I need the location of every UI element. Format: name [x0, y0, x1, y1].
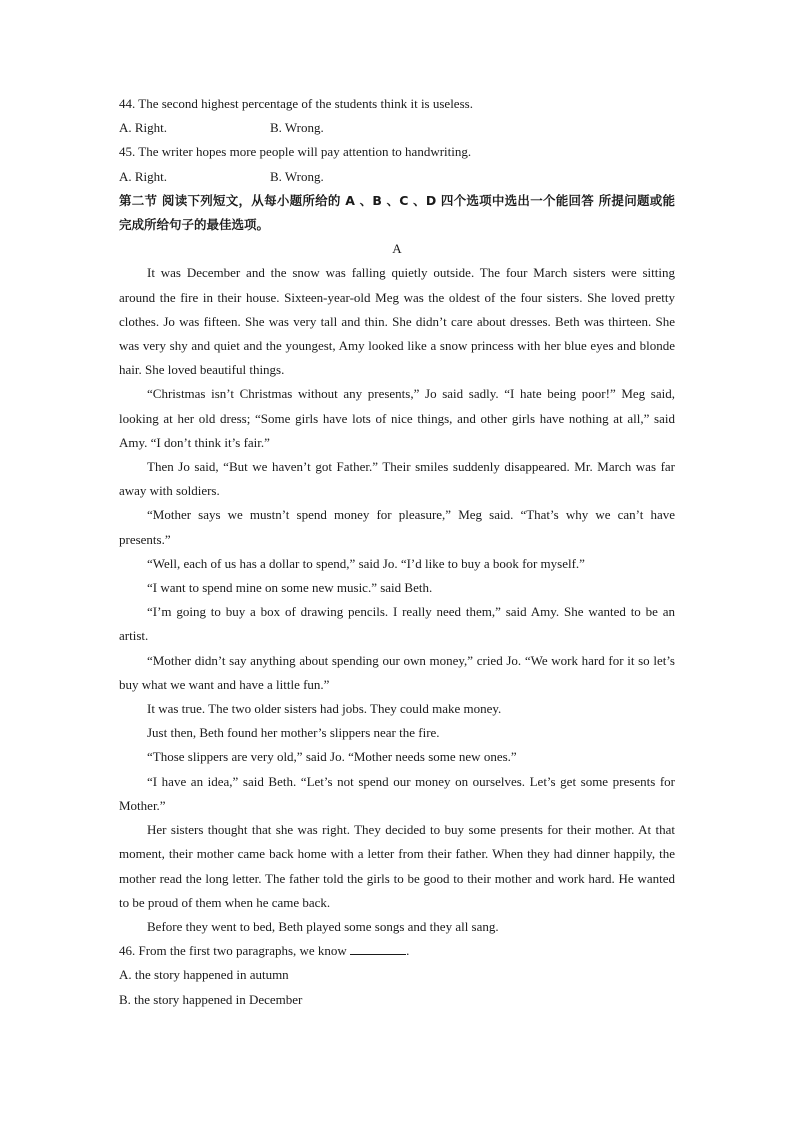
passage-paragraph: “I want to spend mine on some new music.” said Beth.: [147, 580, 433, 596]
question-45-option-a: A. Right.: [119, 168, 168, 184]
question-44-options: [119, 116, 675, 140]
passage-paragraph: “I’m going to buy a box of drawing pencils. I really need them,” said Amy. She wanted to be an artist.: [119, 604, 675, 644]
passage-paragraph: “Those slippers are very old,” said Jo. “Mother needs some new ones.”: [147, 749, 517, 765]
question-46-option-a: A. the story happened in autumn: [119, 967, 289, 983]
passage-paragraph: It was December and the snow was falling quietly outside. The four March sisters were sitting around the fire in their house. Sixteen-year-old Meg was the oldest of the four sisters. She loved pretty clothes. Jo was fifteen. She was very tall and thin. She didn’t care about dresses. Beth was thirteen. She was very shy and quiet and the youngest, Amy looked like a snow princess with her blue eyes and blonde hair. She loved beautiful things.: [119, 265, 675, 378]
section-instruction: 第二节 阅读下列短文，从每小题所给的 A 、B 、C 、D 四个选项中选出一个能回答 所提问题或能完成所给句子的最佳选项。: [119, 192, 675, 233]
question-45-option-b: B. Wrong.: [270, 168, 324, 184]
answer-blank[interactable]: [350, 942, 406, 955]
passage-paragraph: “Mother says we mustn’t spend money for pleasure,” Meg said. “That’s why we can’t have presents.”: [119, 507, 675, 547]
passage-paragraph: Then Jo said, “But we haven’t got Father.” Their smiles suddenly disappeared. Mr. March was far away with soldiers.: [119, 459, 675, 499]
question-46-stem: [119, 939, 675, 963]
question-44-stem: 44. The second highest percentage of the students think it is useless.: [119, 96, 473, 111]
question-46-option-b: B. the story happened in December: [119, 991, 303, 1007]
passage-paragraph: “I have an idea,” said Beth. “Let’s not spend our money on ourselves. Let’s get some presents for Mother.”: [119, 773, 675, 813]
question-46-stem-end: .: [406, 943, 410, 959]
passage-paragraph: Before they went to bed, Beth played some songs and they all sang.: [147, 918, 499, 934]
question-46-stem-text: 46. From the first two paragraphs, we know: [119, 943, 347, 959]
passage-paragraph: “Mother didn’t say anything about spending our own money,” cried Jo. “We work hard for it so let’s buy what we want and have a little fun.”: [119, 652, 675, 692]
passage-paragraph: It was true. The two older sisters had jobs. They could make money.: [147, 701, 502, 717]
passage-label: A: [392, 241, 402, 257]
question-44-option-b: B. Wrong.: [270, 120, 324, 136]
question-44-option-a: A. Right.: [119, 120, 168, 136]
question-45-stem: 45. The writer hopes more people will pay attention to handwriting.: [119, 144, 472, 160]
passage-paragraph: Just then, Beth found her mother’s slippers near the fire.: [147, 725, 440, 741]
passage-paragraph: “Well, each of us has a dollar to spend,” said Jo. “I’d like to buy a book for myself.”: [147, 555, 585, 571]
question-45-options: [119, 165, 675, 189]
passage-paragraph: “Christmas isn’t Christmas without any presents,” Jo said sadly. “I hate being poor!” Meg said, looking at her old dress; “Some girls have lots of nice things, and other girls have nothing at all,” said Amy. “I don’t think it’s fair.”: [119, 386, 675, 450]
exam-page: [119, 92, 675, 1012]
passage-paragraph: Her sisters thought that she was right. They decided to buy some presents for their mother. At that moment, their mother came back home with a letter from their father. When they had dinner happily, the mother read the long letter. The father told the girls to be good to their mother and work hard. He wanted to be proud of them when he came back.: [119, 822, 675, 910]
